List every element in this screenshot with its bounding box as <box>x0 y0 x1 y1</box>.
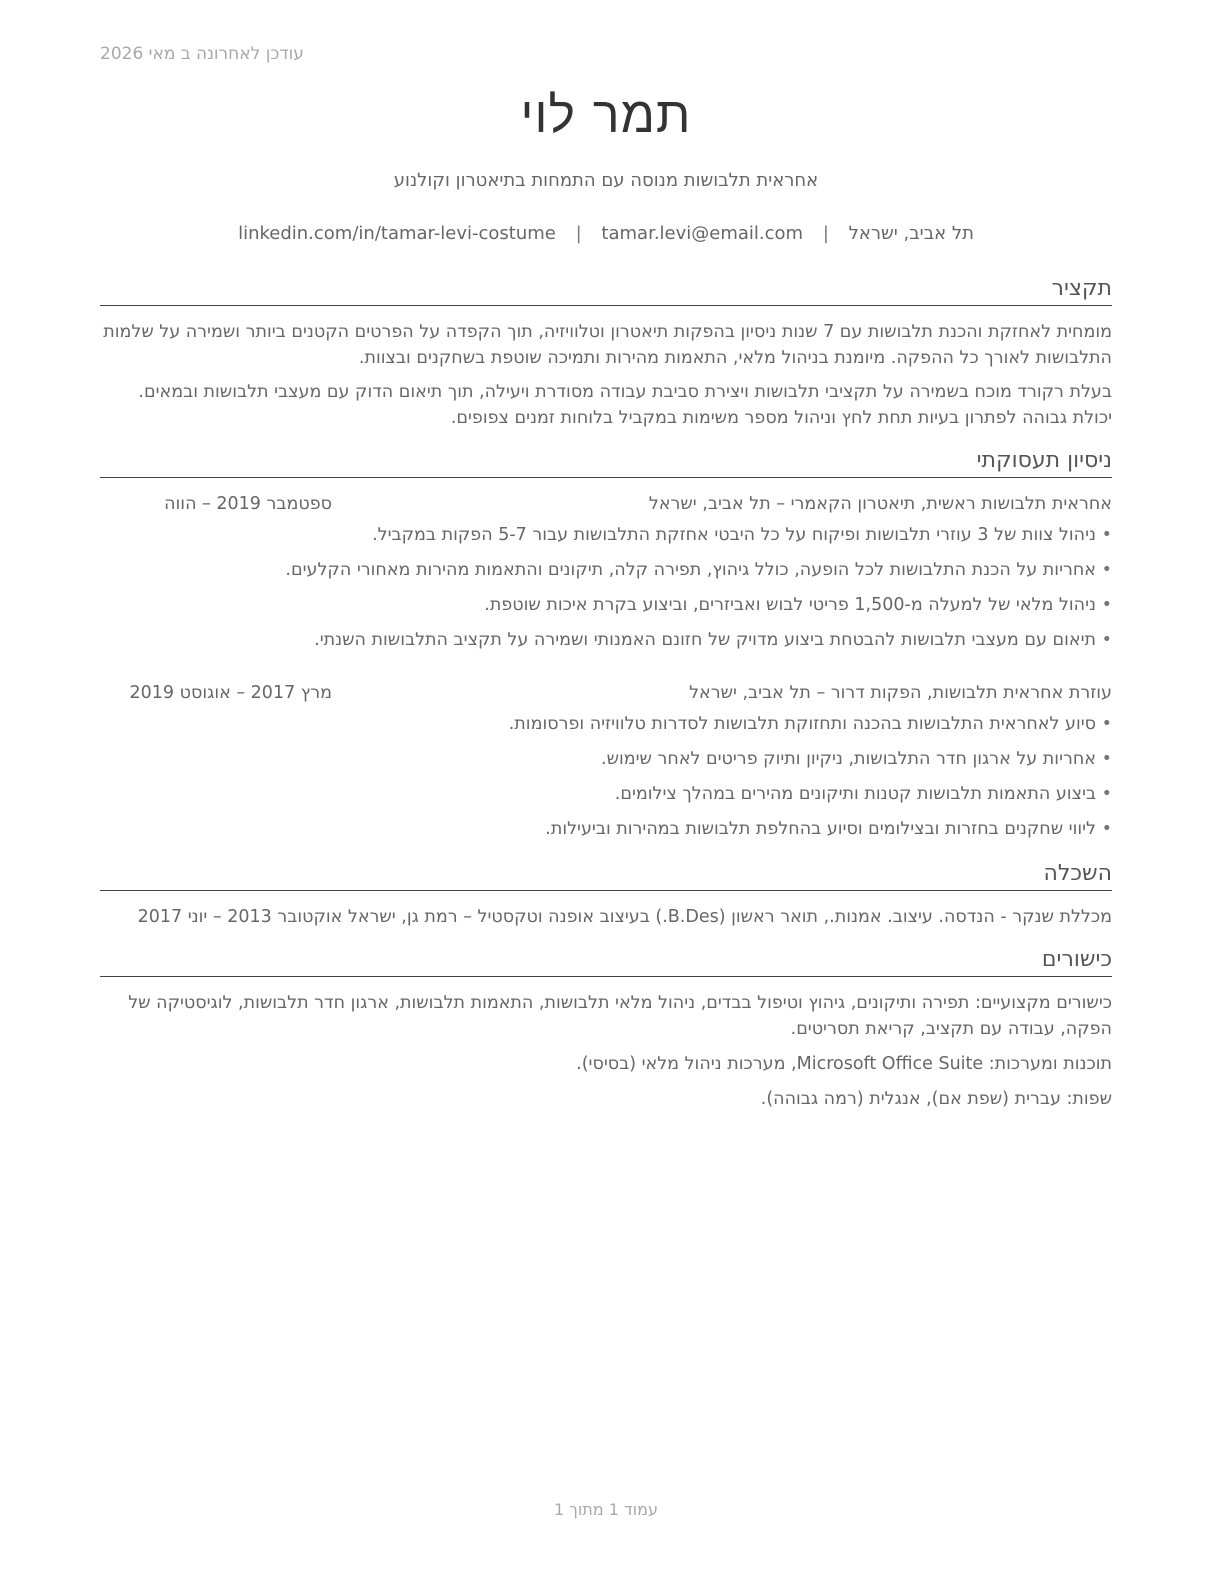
candidate-headline: אחראית תלבושות מנוסה עם התמחות בתיאטרון וקולנוע <box>393 170 819 191</box>
bullet-dot-icon: • <box>1101 595 1112 615</box>
job-role: אחראית תלבושות ראשית, תיאטרון הקאמרי – תל אביב, ישראל <box>648 494 1112 514</box>
bullet-dot-icon: • <box>1101 630 1112 650</box>
bullet-dot-icon: • <box>1101 749 1112 769</box>
contact-email[interactable]: tamar.levi@email.com <box>601 223 804 244</box>
bullet-dot-icon: • <box>1101 525 1112 545</box>
job-dates: ספטמבר 2019 – הווה <box>164 494 332 514</box>
bullet-dot-icon: • <box>1101 714 1112 734</box>
page-number: עמוד 1 מתוך 1 <box>554 1500 658 1519</box>
skills-line: שפות: עברית (שפת אם), אנגלית (רמה גבוהה). <box>760 1089 1112 1109</box>
resume-page <box>100 0 1112 1584</box>
section-title-skills: כישורים <box>100 945 1112 977</box>
contact-separator: | <box>575 223 582 244</box>
summary-paragraph: בעלת רקורד מוכח בשמירה על תקציבי תלבושות ויצירת סביבת עבודה מסודרת ויעילה, תוך תיאום הדוק עם מעצבי תלבושות ובמאים. יכולת גבוהה לפתרון בעיות תחת לחץ וניהול מספר משימות במקביל בלוחות זמנים צפופים. <box>138 382 1112 428</box>
job-bullet: • ניהול צוות של 3 עוזרי תלבושות ופיקוח על כל היבטי אחזקת התלבושות עבור 5-7 הפקות במקביל. <box>100 522 1112 557</box>
contact-separator: | <box>822 223 829 244</box>
job-role: עוזרת אחראית תלבושות, הפקות דרור – תל אביב, ישראל <box>689 683 1112 703</box>
job-bullets <box>100 711 1112 851</box>
bullet-dot-icon: • <box>1101 784 1112 804</box>
section-title-experience: ניסיון תעסוקתי <box>100 446 1112 478</box>
education-entry: מכללת שנקר - הנדסה. עיצוב. אמנות., תואר ראשון (B.Des.) בעיצוב אופנה וטקסטיל – רמת גן, ישראל אוקטובר 2013 – יוני 2017 <box>137 907 1112 927</box>
section-title-summary: תקציר <box>100 274 1112 306</box>
contact-location: תל אביב, ישראל <box>848 223 974 244</box>
bullet-dot-icon: • <box>1101 819 1112 839</box>
job-bullet: • תיאום עם מעצבי תלבושות להבטחת ביצוע מדויק של חזונם האמנותי ושמירה על תקציב התלבושות השנתי. <box>100 627 1112 662</box>
job-bullet: • סיוע לאחראית התלבושות בהכנה ותחזוקת תלבושות לסדרות טלוויזיה ופרסומות. <box>100 711 1112 746</box>
skills-line: כישורים מקצועיים: תפירה ותיקונים, גיהוץ וטיפול בבדים, ניהול מלאי תלבושות, התאמות תלבושות, ארגון חדר תלבושות, לוגיסטיקה של הפקה, עבודה עם תקציב, קריאת תסריטים. <box>128 993 1112 1039</box>
bullet-dot-icon: • <box>1101 560 1112 580</box>
summary-paragraph: מומחית לאחזקת והכנת תלבושות עם 7 שנות ניסיון בהפקות תיאטרון וטלוויזיה, תוך הקפדה על הפרטים הקטנים ביותר ושמירה על שלמות התלבושות לאורך כל ההפקה. מיומנת בניהול מלאי, התאמות מהירות ותמיכה שוטפת בשחקנים ובצוות. <box>103 322 1112 368</box>
job-bullets <box>100 522 1112 662</box>
job-bullet: • ניהול מלאי של למעלה מ-1,500 פריטי לבוש ואביזרים, וביצוע בקרת איכות שוטפת. <box>100 592 1112 627</box>
job-bullet: • אחריות על הכנת התלבושות לכל הופעה, כולל גיהוץ, תפירה קלה, תיקונים והתאמות מהירות מאחורי הקלעים. <box>100 557 1112 592</box>
skills-line: תוכנות ומערכות: Microsoft Office Suite, מערכות ניהול מלאי (בסיסי). <box>576 1054 1112 1074</box>
contact-line <box>100 223 1112 244</box>
job-bullet: • אחריות על ארגון חדר התלבושות, ניקיון ותיוק פריטים לאחר שימוש. <box>100 746 1112 781</box>
last-updated-note: עודכן לאחרונה ב מאי 2026 <box>100 44 304 64</box>
job-bullet: • ביצוע התאמות תלבושות קטנות ותיקונים מהירים במהלך צילומים. <box>100 781 1112 816</box>
candidate-name: תמר לוי <box>520 86 692 144</box>
contact-linkedin[interactable]: linkedin.com/in/tamar-levi-costume <box>238 223 556 244</box>
job-bullet: • ליווי שחקנים בחזרות ובצילומים וסיוע בהחלפת תלבושות במהירות וביעילות. <box>100 816 1112 851</box>
job-header <box>100 680 1112 706</box>
section-title-education: השכלה <box>100 859 1112 891</box>
job-header <box>100 491 1112 517</box>
job-dates: מרץ 2017 – אוגוסט 2019 <box>129 683 332 703</box>
